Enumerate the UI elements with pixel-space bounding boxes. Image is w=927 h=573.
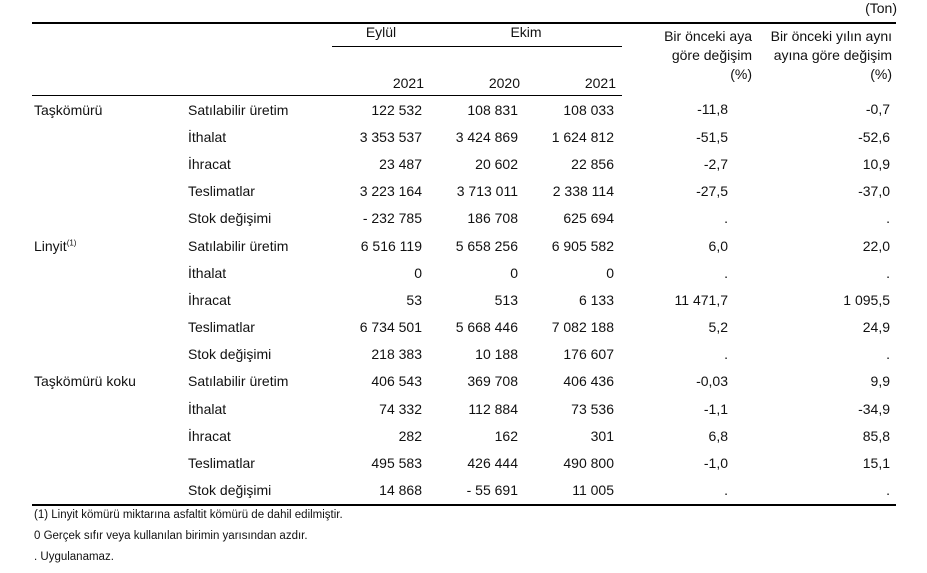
- header-change-year-line: (%): [870, 66, 892, 82]
- item-cell: [182, 259, 332, 286]
- header-change-year-line: ayına göre değişim: [773, 47, 892, 63]
- header-year: 2021: [526, 47, 622, 96]
- item-cell: [182, 341, 332, 368]
- value-eylul-2021-text: 14 868: [379, 482, 422, 499]
- item-cell-text: Stok değişimi: [188, 346, 272, 363]
- value-eylul-2021-text: 53: [406, 291, 422, 308]
- value-ekim-2021: [526, 259, 622, 286]
- category-cell: [32, 123, 182, 150]
- value-ekim-2020: [430, 341, 526, 368]
- value-eylul-2021-text: 406 543: [371, 373, 422, 390]
- header-change-year: [756, 23, 896, 96]
- value-ekim-2020-text: 162: [494, 427, 518, 444]
- value-ekim-2021-text: 301: [590, 427, 614, 444]
- change-year-cell: [756, 422, 896, 449]
- value-ekim-2021: [526, 368, 622, 395]
- item-cell: [182, 123, 332, 150]
- table-row: [32, 259, 896, 286]
- change-month-cell-text: -51,5: [696, 128, 728, 145]
- table-row: [32, 477, 896, 505]
- value-ekim-2021: [526, 205, 622, 232]
- value-ekim-2020: [430, 232, 526, 259]
- item-cell-text: Stok değişimi: [188, 482, 272, 499]
- change-month-cell: [622, 477, 756, 505]
- change-month-cell-text: 5,2: [708, 319, 728, 336]
- item-cell-text: İhracat: [188, 291, 231, 308]
- item-cell: [182, 205, 332, 232]
- change-month-cell-text: .: [724, 346, 728, 363]
- value-ekim-2020-text: 108 831: [467, 101, 518, 118]
- coal-statistics-table: [32, 22, 896, 506]
- category-cell: [32, 286, 182, 313]
- change-month-cell: [622, 259, 756, 286]
- change-year-cell-text: 15,1: [862, 455, 890, 472]
- change-year-cell: [756, 259, 896, 286]
- category-cell: [32, 232, 182, 259]
- table-body: [32, 96, 896, 505]
- change-year-cell-text: -0,7: [865, 101, 890, 118]
- value-ekim-2021-text: 625 694: [563, 210, 614, 227]
- header-group-eylul: Eylül: [332, 23, 430, 47]
- value-eylul-2021: [332, 368, 430, 395]
- value-eylul-2021-text: 6 516 119: [360, 237, 422, 254]
- footnote: 0 Gerçek sıfır veya kullanılan birimin yarısından azdır.: [34, 530, 308, 542]
- value-ekim-2020-text: 5 668 446: [455, 319, 518, 336]
- table-row: [32, 232, 896, 259]
- table-row: [32, 449, 896, 476]
- change-month-cell: [622, 422, 756, 449]
- value-ekim-2020: [430, 422, 526, 449]
- value-eylul-2021-text: 218 383: [371, 346, 422, 363]
- change-year-cell: [756, 368, 896, 395]
- item-cell: [182, 395, 332, 422]
- table-row: [32, 205, 896, 232]
- change-year-cell-text: 85,8: [862, 427, 890, 444]
- change-month-cell-text: -0,03: [696, 373, 728, 390]
- value-ekim-2020-text: 3 713 011: [456, 183, 518, 200]
- table-row: [32, 286, 896, 313]
- header-group-ekim: Ekim: [430, 23, 622, 47]
- value-ekim-2021: [526, 96, 622, 124]
- value-eylul-2021: [332, 422, 430, 449]
- change-year-cell: [756, 205, 896, 232]
- value-ekim-2021-text: 22 856: [571, 155, 614, 172]
- item-cell-text: Satılabilir üretim: [188, 101, 289, 118]
- value-ekim-2020-text: 369 708: [467, 373, 518, 390]
- change-month-cell: [622, 123, 756, 150]
- value-eylul-2021: [332, 178, 430, 205]
- category-cell-text: Taşkömürü: [34, 101, 103, 118]
- category-cell: [32, 341, 182, 368]
- value-ekim-2021: [526, 150, 622, 177]
- table-row: [32, 341, 896, 368]
- header-year: 2020: [430, 47, 526, 96]
- value-ekim-2021: [526, 123, 622, 150]
- value-ekim-2020-text: 513: [494, 291, 518, 308]
- item-cell-text: İthalat: [188, 264, 227, 281]
- value-ekim-2021: [526, 422, 622, 449]
- change-year-cell-text: .: [886, 210, 890, 227]
- value-ekim-2021-text: 406 436: [563, 373, 614, 390]
- change-year-cell-text: 24,9: [862, 319, 890, 336]
- category-cell: [32, 422, 182, 449]
- change-month-cell: [622, 96, 756, 124]
- value-ekim-2021-text: 11 005: [572, 482, 614, 499]
- category-cell: [32, 449, 182, 476]
- value-eylul-2021: [332, 286, 430, 313]
- change-month-cell: [622, 286, 756, 313]
- value-eylul-2021: [332, 314, 430, 341]
- category-cell: [32, 178, 182, 205]
- value-eylul-2021-text: 3 223 164: [359, 183, 422, 200]
- value-eylul-2021-text: 3 353 537: [359, 128, 422, 145]
- change-month-cell: [622, 314, 756, 341]
- item-cell: [182, 286, 332, 313]
- value-eylul-2021: [332, 205, 430, 232]
- value-ekim-2020-text: 112 884: [468, 400, 518, 417]
- item-cell-text: Stok değişimi: [188, 210, 272, 227]
- item-cell-text: Teslimatlar: [188, 455, 255, 472]
- category-cell: [32, 96, 182, 124]
- category-cell: [32, 205, 182, 232]
- value-eylul-2021-text: 6 734 501: [359, 319, 422, 336]
- header-blank: [32, 23, 182, 47]
- item-cell: [182, 178, 332, 205]
- value-ekim-2021: [526, 477, 622, 505]
- value-ekim-2020: [430, 259, 526, 286]
- item-cell-text: Satılabilir üretim: [188, 373, 289, 390]
- table-row: [32, 314, 896, 341]
- change-year-cell: [756, 395, 896, 422]
- header-change-month-line: göre değişim: [671, 47, 752, 63]
- header-change-month: [622, 23, 756, 96]
- value-ekim-2020: [430, 178, 526, 205]
- change-year-cell: [756, 477, 896, 505]
- item-cell: [182, 232, 332, 259]
- value-eylul-2021: [332, 449, 430, 476]
- change-year-cell-text: 9,9: [870, 373, 890, 390]
- value-ekim-2020: [430, 205, 526, 232]
- value-ekim-2021: [526, 395, 622, 422]
- value-ekim-2020: [430, 150, 526, 177]
- value-eylul-2021: [332, 150, 430, 177]
- change-month-cell: [622, 205, 756, 232]
- change-month-cell: [622, 341, 756, 368]
- table-row: [32, 96, 896, 124]
- footnote: (1) Linyit kömürü miktarına asfaltit kömürü de dahil edilmiştir.: [34, 509, 343, 521]
- value-ekim-2020: [430, 477, 526, 505]
- item-cell-text: İhracat: [188, 427, 231, 444]
- value-ekim-2021-text: 73 536: [571, 400, 614, 417]
- value-ekim-2020-text: 5 658 256: [455, 237, 518, 254]
- change-month-cell-text: -1,1: [703, 400, 728, 417]
- category-cell: [32, 314, 182, 341]
- item-cell: [182, 368, 332, 395]
- value-ekim-2020: [430, 449, 526, 476]
- value-ekim-2020-text: 186 708: [467, 210, 518, 227]
- header-change-month-line: Bir önceki aya: [664, 28, 752, 44]
- change-month-cell: [622, 449, 756, 476]
- change-month-cell: [622, 178, 756, 205]
- unit-label: (Ton): [865, 0, 897, 16]
- change-month-cell: [622, 368, 756, 395]
- change-year-cell: [756, 232, 896, 259]
- change-year-cell-text: 1 095,5: [843, 291, 890, 308]
- value-ekim-2021-text: 490 800: [563, 455, 614, 472]
- value-eylul-2021-text: 74 332: [379, 400, 422, 417]
- value-ekim-2021: [526, 178, 622, 205]
- item-cell: [182, 422, 332, 449]
- footnote: . Uygulanamaz.: [34, 551, 114, 563]
- value-ekim-2021-text: 6 133: [578, 291, 614, 308]
- change-month-cell-text: -2,7: [703, 155, 728, 172]
- item-cell: [182, 477, 332, 505]
- value-ekim-2020: [430, 368, 526, 395]
- change-year-cell: [756, 123, 896, 150]
- footnote-marker: (1): [66, 237, 77, 247]
- header-blank: [182, 23, 332, 47]
- value-ekim-2021: [526, 314, 622, 341]
- value-ekim-2020: [430, 314, 526, 341]
- item-cell-text: Teslimatlar: [188, 183, 255, 200]
- change-year-cell: [756, 178, 896, 205]
- change-month-cell-text: .: [724, 264, 728, 281]
- change-month-cell: [622, 395, 756, 422]
- value-eylul-2021-text: 122 532: [371, 101, 422, 118]
- change-year-cell-text: -34,9: [858, 400, 890, 417]
- value-ekim-2020-text: 20 602: [475, 155, 518, 172]
- category-cell: [32, 150, 182, 177]
- category-cell-text: Linyit: [34, 237, 67, 254]
- change-year-cell: [756, 150, 896, 177]
- value-ekim-2021: [526, 286, 622, 313]
- value-eylul-2021: [332, 96, 430, 124]
- category-cell: [32, 477, 182, 505]
- value-ekim-2021: [526, 449, 622, 476]
- value-ekim-2021-text: 0: [606, 264, 614, 281]
- value-eylul-2021: [332, 259, 430, 286]
- value-eylul-2021: [332, 341, 430, 368]
- value-ekim-2021: [526, 341, 622, 368]
- change-month-cell-text: -27,5: [696, 183, 728, 200]
- value-ekim-2021: [526, 232, 622, 259]
- change-year-cell-text: .: [886, 482, 890, 499]
- table-row: [32, 395, 896, 422]
- change-year-cell: [756, 314, 896, 341]
- value-ekim-2021-text: 1 624 812: [551, 128, 614, 145]
- item-cell-text: Satılabilir üretim: [188, 237, 289, 254]
- value-ekim-2020-text: 0: [510, 264, 518, 281]
- value-ekim-2021-text: 108 033: [563, 101, 614, 118]
- change-year-cell: [756, 341, 896, 368]
- value-eylul-2021: [332, 232, 430, 259]
- value-eylul-2021-text: 0: [414, 264, 422, 281]
- item-cell-text: Teslimatlar: [188, 319, 255, 336]
- change-year-cell: [756, 96, 896, 124]
- change-year-cell: [756, 449, 896, 476]
- table-row: [32, 150, 896, 177]
- item-cell: [182, 314, 332, 341]
- table-row: [32, 123, 896, 150]
- value-ekim-2021-text: 6 905 582: [551, 237, 614, 254]
- header-blank: [32, 47, 182, 96]
- value-eylul-2021: [332, 395, 430, 422]
- change-month-cell-text: .: [724, 482, 728, 499]
- header-change-month-line: (%): [730, 66, 752, 82]
- change-month-cell-text: 6,0: [708, 237, 728, 254]
- table-row: [32, 368, 896, 395]
- value-ekim-2020: [430, 395, 526, 422]
- table-row: [32, 422, 896, 449]
- change-year-cell-text: -37,0: [858, 183, 890, 200]
- change-month-cell-text: -1,0: [703, 455, 728, 472]
- header-change-year-line: Bir önceki yılın aynı: [770, 28, 892, 44]
- item-cell-text: İhracat: [188, 155, 231, 172]
- value-eylul-2021-text: 23 487: [379, 155, 422, 172]
- value-ekim-2021-text: 176 607: [563, 346, 614, 363]
- item-cell: [182, 150, 332, 177]
- value-ekim-2021-text: 2 338 114: [552, 183, 614, 200]
- value-ekim-2020: [430, 96, 526, 124]
- value-eylul-2021-text: 495 583: [371, 455, 422, 472]
- category-cell: [32, 395, 182, 422]
- change-year-cell-text: -52,6: [858, 128, 890, 145]
- value-eylul-2021-text: 282: [398, 427, 422, 444]
- change-month-cell-text: -11,8: [697, 101, 728, 118]
- value-ekim-2020-text: 3 424 869: [455, 128, 518, 145]
- value-eylul-2021-text: - 232 785: [362, 210, 422, 227]
- change-year-cell-text: .: [886, 264, 890, 281]
- value-ekim-2020-text: 10 188: [475, 346, 518, 363]
- value-ekim-2020-text: - 55 691: [466, 482, 518, 499]
- header-blank: [182, 47, 332, 96]
- item-cell-text: İthalat: [188, 400, 227, 417]
- change-month-cell-text: 11 471,7: [674, 291, 728, 308]
- header-year: 2021: [332, 47, 430, 96]
- change-month-cell: [622, 232, 756, 259]
- category-cell-text: Taşkömürü koku: [34, 373, 136, 390]
- value-ekim-2020-text: 426 444: [467, 455, 518, 472]
- table-row: [32, 178, 896, 205]
- value-ekim-2021-text: 7 082 188: [551, 319, 614, 336]
- value-ekim-2020: [430, 286, 526, 313]
- value-eylul-2021: [332, 477, 430, 505]
- item-cell: [182, 449, 332, 476]
- change-year-cell: [756, 286, 896, 313]
- change-month-cell: [622, 150, 756, 177]
- change-month-cell-text: .: [724, 210, 728, 227]
- change-year-cell-text: 22,0: [862, 237, 890, 254]
- footnotes: [34, 505, 343, 568]
- change-year-cell-text: 10,9: [862, 155, 890, 172]
- change-year-cell-text: .: [886, 346, 890, 363]
- change-month-cell-text: 6,8: [708, 427, 728, 444]
- value-eylul-2021: [332, 123, 430, 150]
- item-cell-text: İthalat: [188, 128, 227, 145]
- category-cell: [32, 259, 182, 286]
- item-cell: [182, 96, 332, 124]
- category-cell: [32, 368, 182, 395]
- value-ekim-2020: [430, 123, 526, 150]
